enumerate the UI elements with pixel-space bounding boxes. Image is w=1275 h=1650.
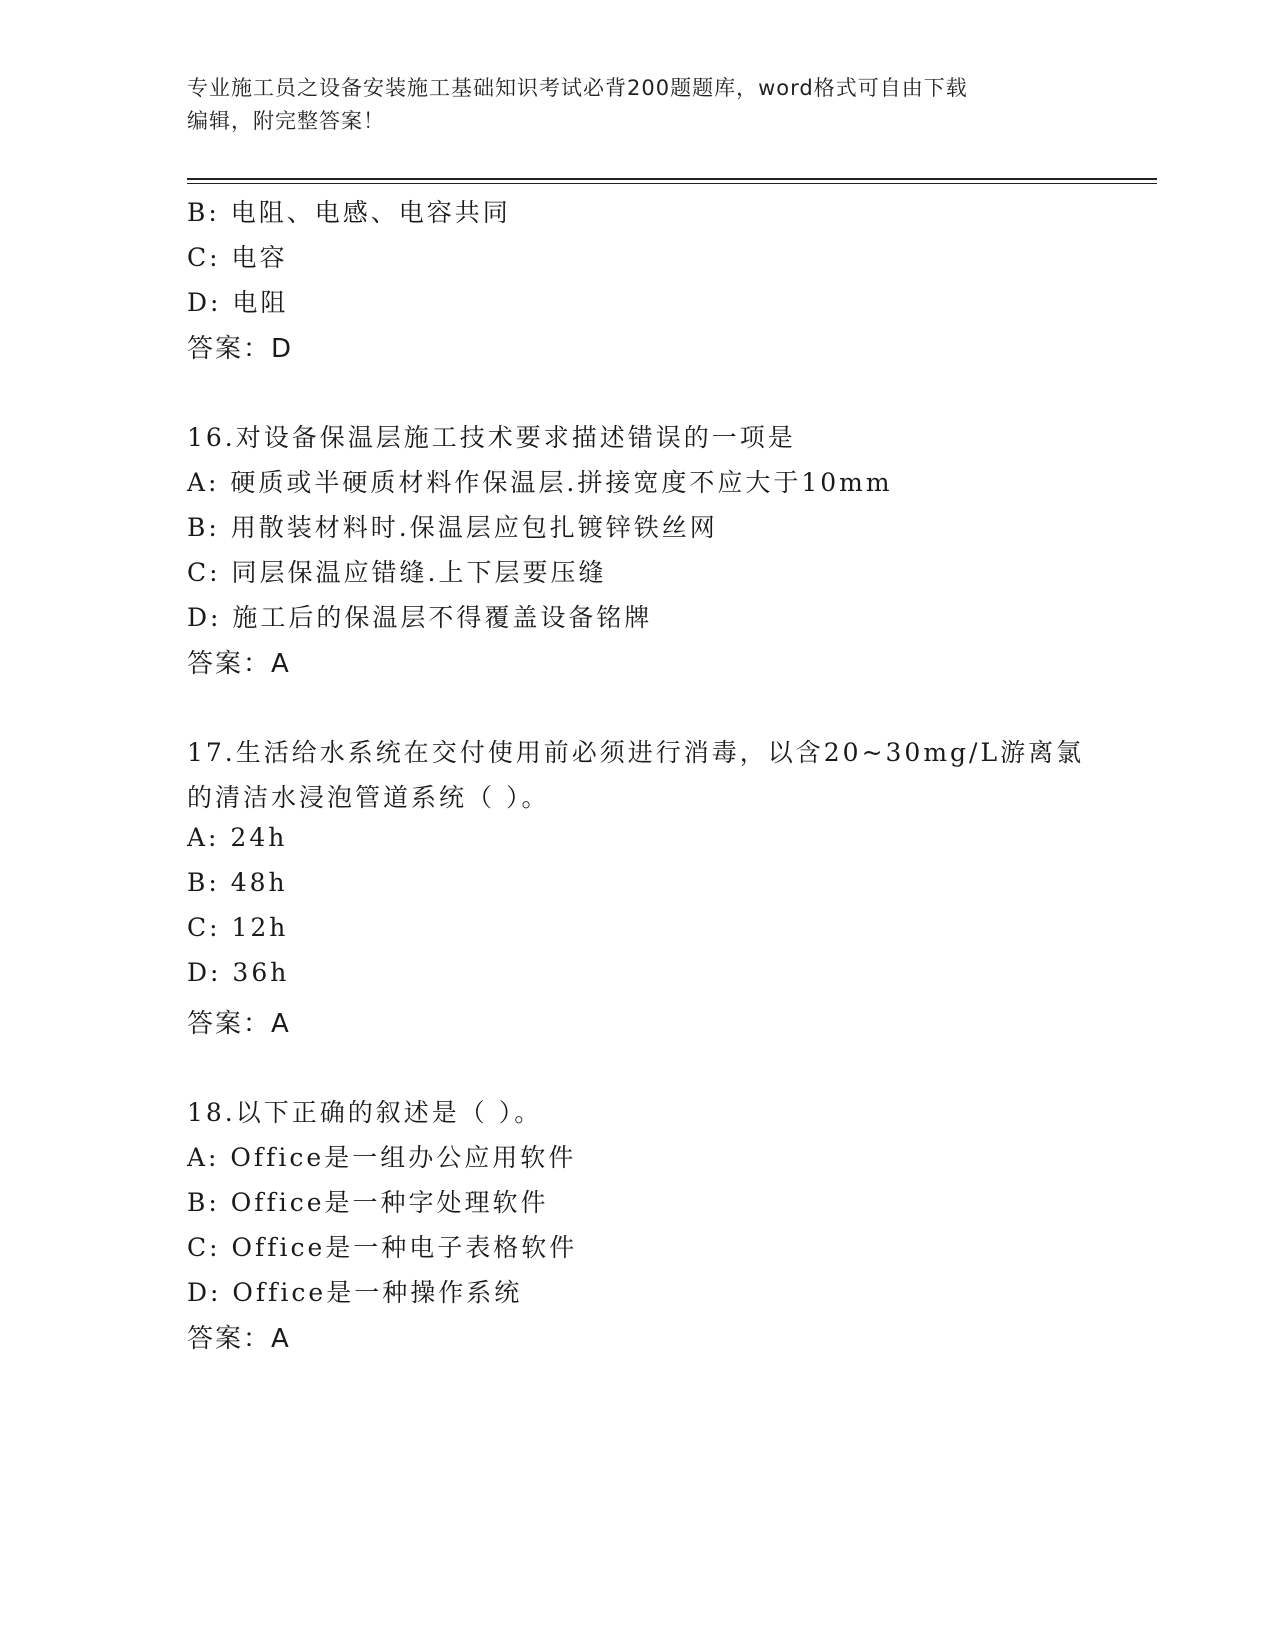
q15-option-d: D: 电阻 [187,288,289,317]
q15-option-c: C: 电容 [187,243,288,272]
q16-question: 16.对设备保温层施工技术要求描述错误的一项是 [187,423,796,452]
q16-option-d: D: 施工后的保温层不得覆盖设备铭牌 [187,603,653,632]
q16-option-c: C: 同层保温应错缝.上下层要压缝 [187,558,607,587]
document-header [187,72,1087,138]
header-line-1: 专业施工员之设备安装施工基础知识考试必背200题题库，word格式可自由下载 [187,76,968,100]
q15-answer: 答案：D [187,334,294,364]
q18-option-d: D: Office是一种操作系统 [187,1278,523,1307]
q18-option-b: B: Office是一种字处理软件 [187,1188,549,1217]
header-line-2: 编辑，附完整答案！ [187,109,385,133]
q16-answer: 答案：A [187,649,291,679]
q17-answer: 答案：A [187,1009,291,1039]
header-divider [187,178,1157,180]
q16-option-b: B: 用散装材料时.保温层应包扎镀锌铁丝网 [187,513,718,542]
q17-option-d: D: 36h [187,958,290,987]
q18-answer: 答案：A [187,1324,291,1354]
q17-option-a: A: 24h [187,823,288,852]
q18-question: 18.以下正确的叙述是（ ）。 [187,1098,543,1127]
q17-question-line-1: 17.生活给水系统在交付使用前必须进行消毒，以含20~30mg/L游离氯 [187,738,1085,767]
q18-option-a: A: Office是一组办公应用软件 [187,1143,577,1172]
q17-question-line-2: 的清洁水浸泡管道系统（ ）。 [187,783,550,812]
q17-option-b: B: 48h [187,868,288,897]
q16-option-a: A: 硬质或半硬质材料作保温层.拼接宽度不应大于10mm [187,468,893,497]
q15-option-b: B: 电阻、电感、电容共同 [187,198,511,227]
q18-option-c: C: Office是一种电子表格软件 [187,1233,578,1262]
q17-option-c: C: 12h [187,913,289,942]
header-divider-thin [187,183,1157,184]
